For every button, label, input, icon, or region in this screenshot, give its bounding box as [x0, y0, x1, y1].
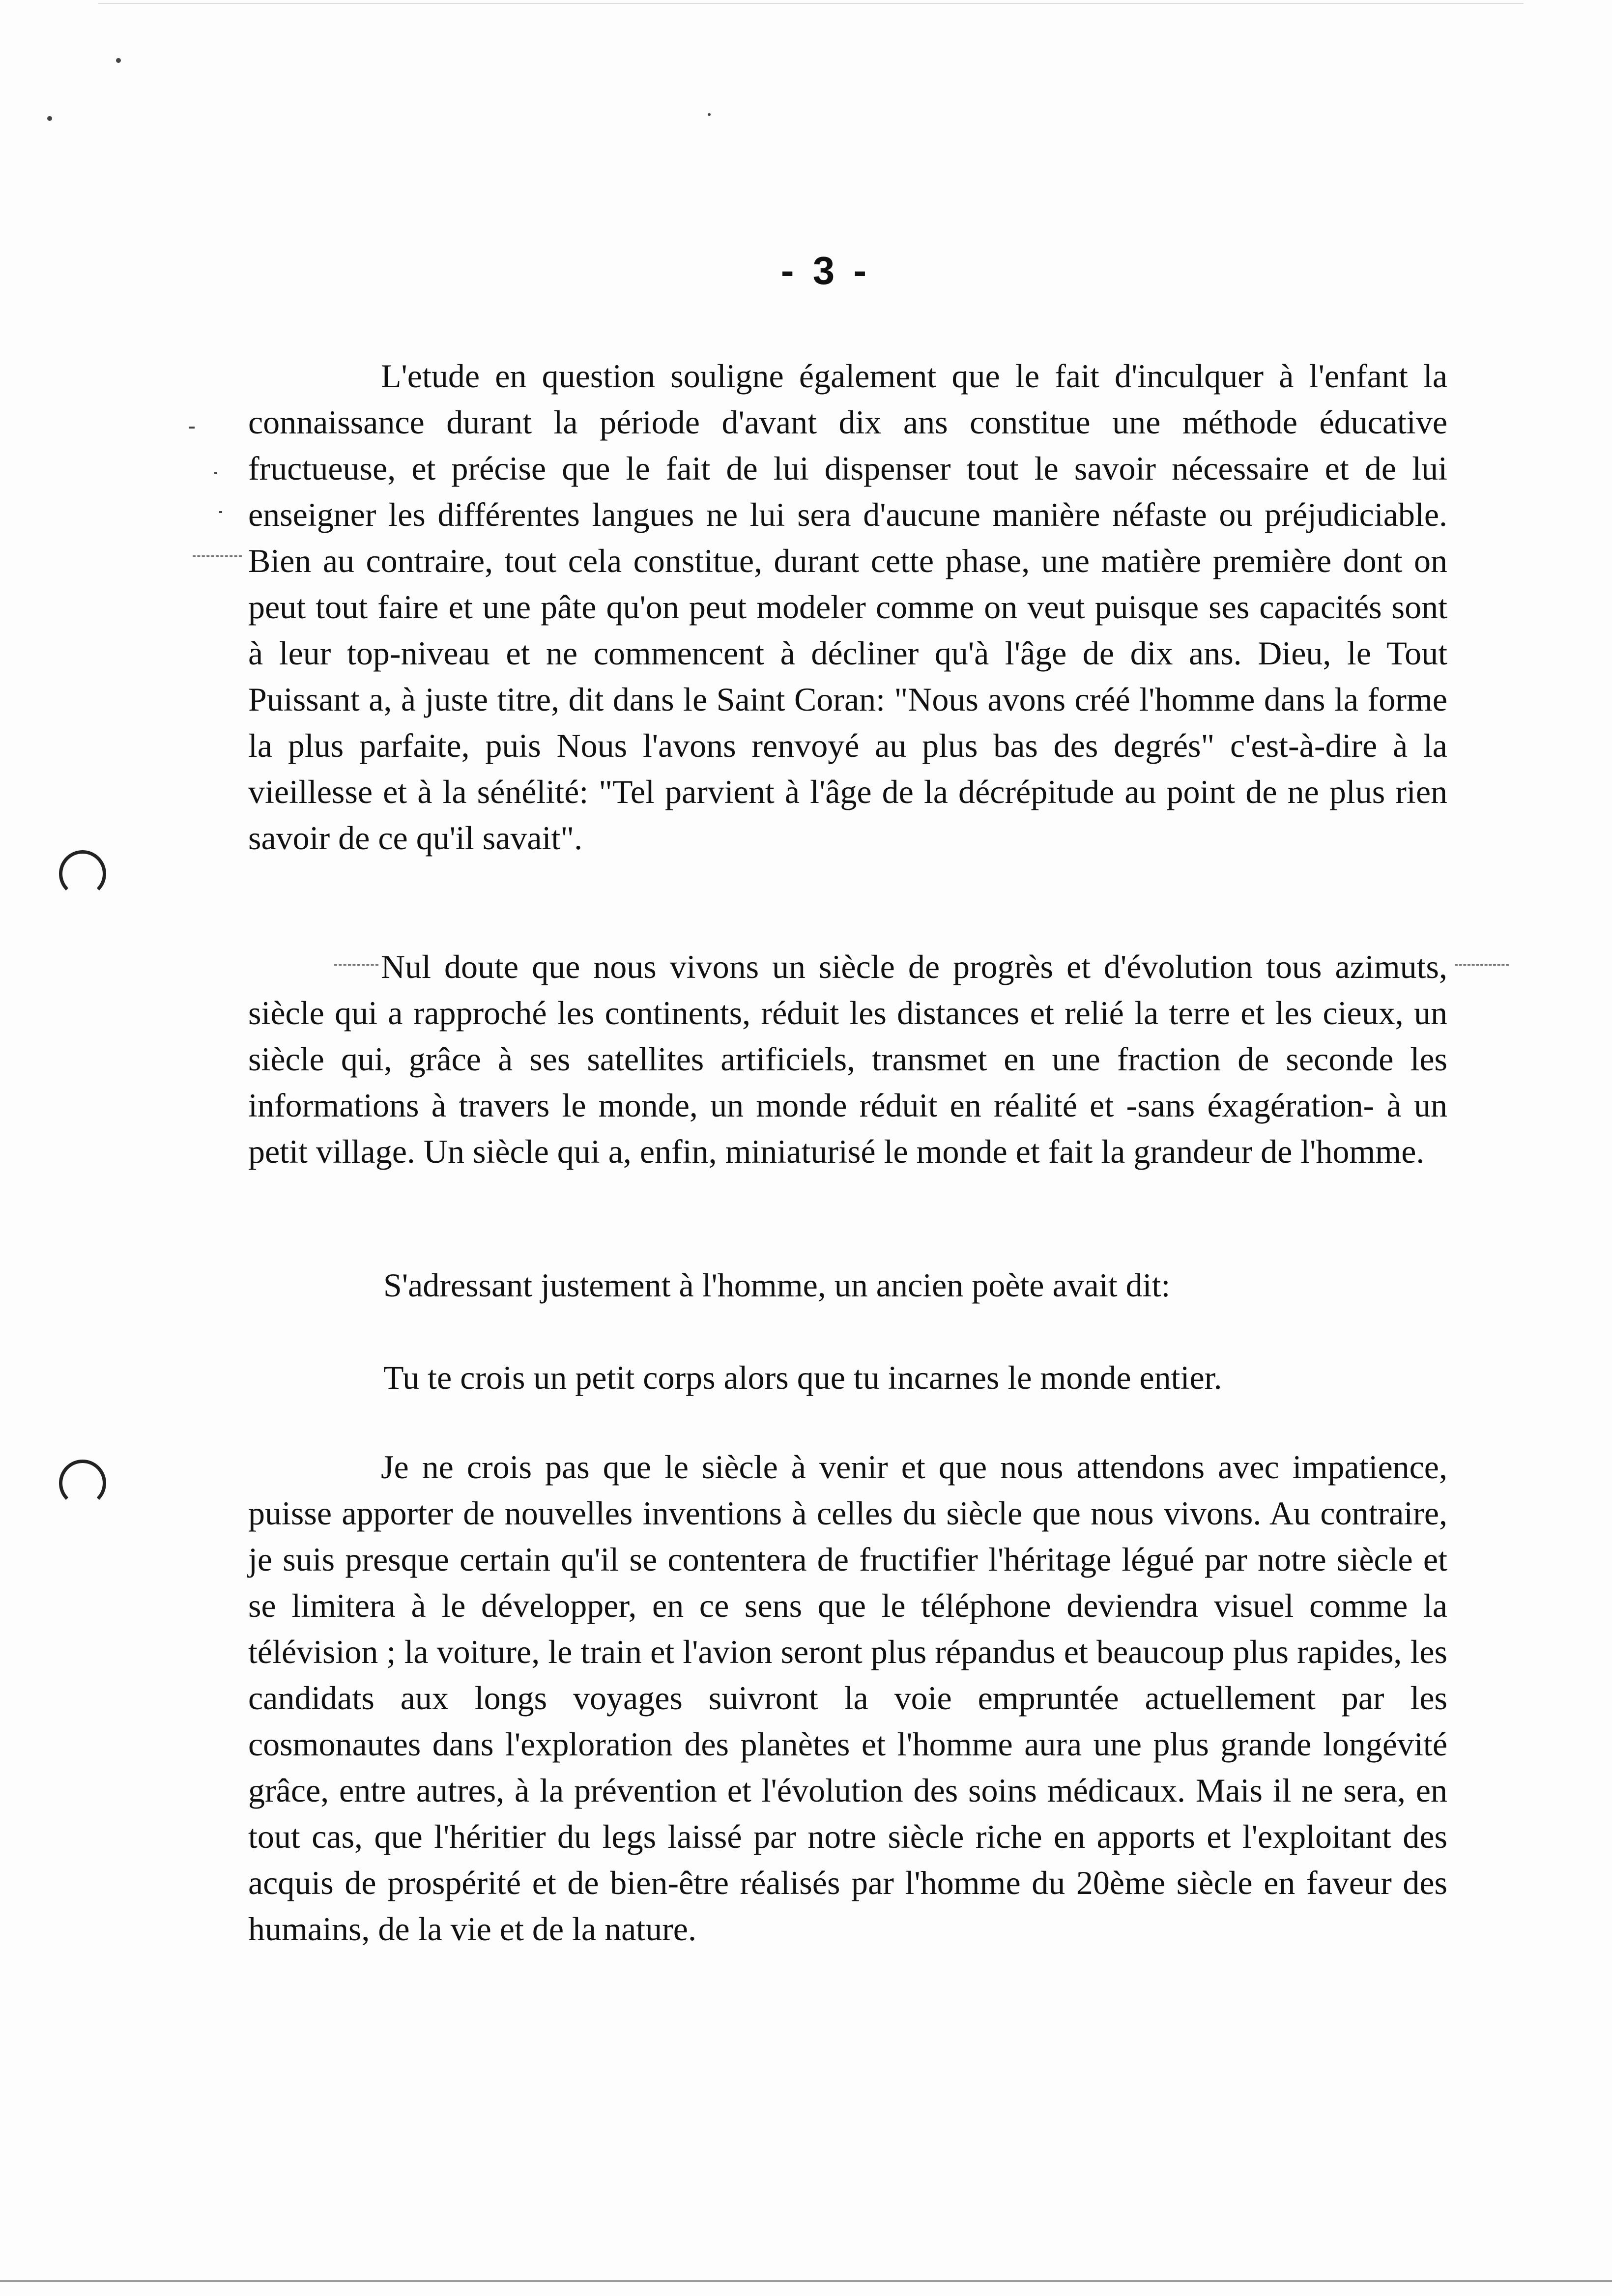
margin-mark — [189, 427, 195, 429]
paragraph-4-verse: Tu te crois un petit corps alors que tu incarnes le monde entier. — [383, 1359, 1222, 1396]
margin-mark — [214, 472, 217, 474]
scan-edge-top — [98, 3, 1524, 4]
page-number: - 3 - — [780, 249, 871, 292]
scan-edge-bottom — [0, 2280, 1612, 2282]
margin-mark — [219, 511, 222, 513]
paragraph-3: S'adressant justement à l'homme, un ancien poète avait dit: — [383, 1266, 1171, 1304]
paragraph-1: L'etude en question souligne également que le fait d'inculquer à l'enfant la connaissance durant la période d'avant dix ans constitue une méthode éducative fructueuse, et précise que le fait de lui dispenser tout le savoir nécessaire et de lui enseigner les différentes langues ne lui sera d'aucune manière néfaste ou préjudiciable. Bien au contraire, tout cela constitue, durant cette phase, une matière première dont on peut tout faire et une pâte qu'on peut modeler comme on veut puisque ses capacités sont à leur top-niveau et ne commencent à décliner qu'à l'âge de dix ans. Dieu, le Tout Puissant a, à juste titre, dit dans le Saint Coran: "Nous avons créé l'homme dans la forme la plus parfaite, puis Nous l'avons renvoyé au plus bas des degrés" c'est-à-dire à la vieillesse et à la sénélité: "Tel parvient à l'âge de la décrépitude au point de ne plus rien savoir de ce qu'il savait". — [248, 357, 1447, 857]
margin-dash — [1455, 964, 1509, 966]
scan-speck — [708, 113, 711, 116]
scan-speck — [47, 116, 52, 121]
scan-speck — [116, 58, 121, 63]
punch-hole-mark — [59, 1460, 106, 1507]
margin-dash — [193, 555, 242, 557]
paragraph-5: Je ne crois pas que le siècle à venir et que nous attendons avec impatience, puisse apporter de nouvelles inventions à celles du siècle que nous vivons. Au contraire, je suis presque certain qu'il se contentera de fructifier l'héritage légué par notre siècle et se limitera à le développer, en ce sens que le téléphone deviendra visuel comme la télévision ; la voiture, le train et l'avion seront plus répandus et beaucoup plus rapides, les candidats aux longs voyages suivront la voie empruntée actuellement par les cosmonautes dans l'exploration des planètes et l'homme aura une plus grande longévité grâce, entre autres, à la prévention et l'évolution des soins médicaux. Mais il ne sera, en tout cas, que l'héritier du legs laissé par notre siècle riche en apports et l'exploitant des acquis de prospérité et de bien-être réalisés par l'homme du 20ème siècle en faveur des humains, de la vie et de la nature. — [248, 1448, 1447, 1948]
paragraph-2: Nul doute que nous vivons un siècle de progrès et d'évolution tous azimuts, siècle qui a rapproché les continents, réduit les distances et relié la terre et les cieux, un siècle qui, grâce à ses satellites artificiels, transmet en une fraction de seconde les informations à travers le monde, un monde réduit en réalité et -sans éxagération- à un petit village. Un siècle qui a, enfin, miniaturisé le monde et fait la grandeur de l'homme. — [248, 948, 1447, 1170]
punch-hole-mark — [59, 850, 106, 897]
